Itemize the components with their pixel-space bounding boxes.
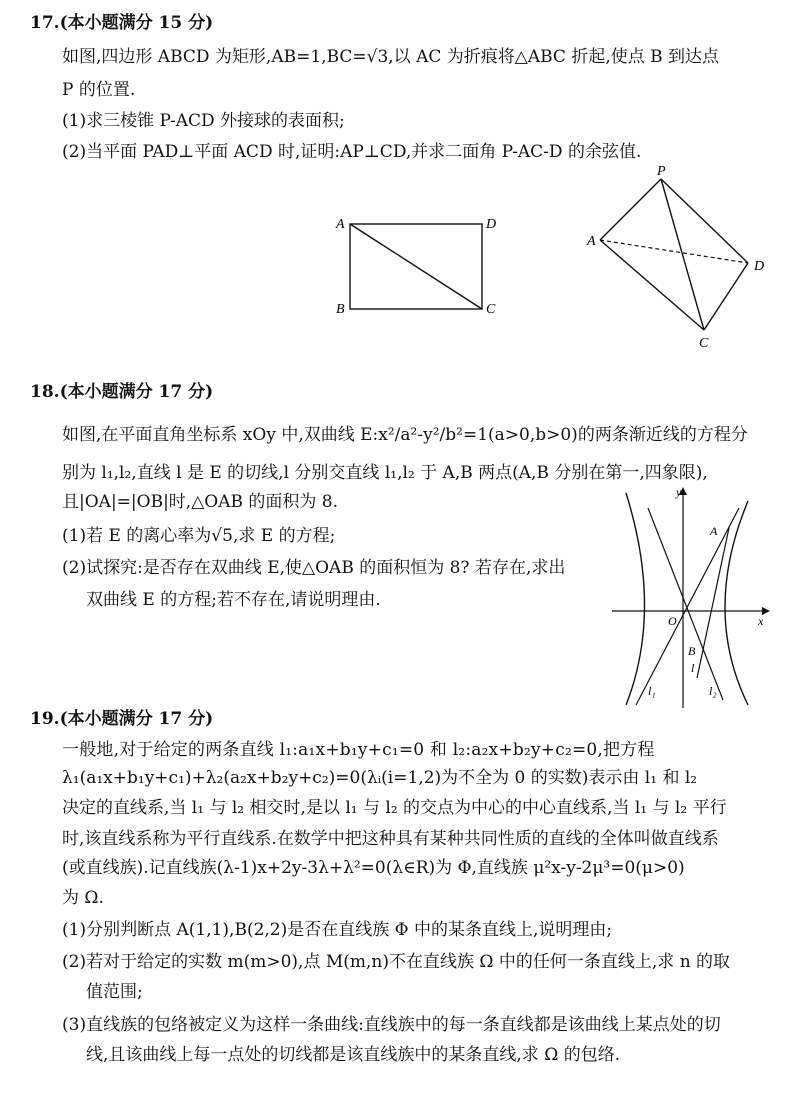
label-x: x — [758, 614, 764, 628]
q19-stem-line3: 决定的直线系,当 l₁ 与 l₂ 相交时,是以 l₁ 与 l₂ 的交点为中心的中心直线系,当 l₁ 与 l₂ 平行 — [62, 798, 727, 818]
q19-heading: 19.(本小题满分 17 分) — [30, 709, 214, 729]
q19-stem-line2: λ₁(a₁x+b₁y+c₁)+λ₂(a₂x+b₂y+c₂)=0(λᵢ(i=1,2)为不全为 0 的实数)表示由 l₁ 和 l₂ — [62, 768, 698, 788]
edge-ca — [600, 240, 704, 330]
q18-stem-line3: 且|OA|=|OB|时,△OAB 的面积为 8. — [62, 492, 339, 512]
q18-part2-line2: 双曲线 E 的方程;若不存在,请说明理由. — [86, 590, 381, 610]
label-y: y — [676, 485, 682, 499]
label-l2: l₂ — [709, 684, 717, 698]
q18-heading: 18.(本小题满分 17 分) — [30, 382, 214, 402]
edge-pc — [661, 179, 704, 330]
hyperbola-left-branch — [626, 493, 645, 705]
q18-stem-line2: 别为 l₁,l₂,直线 l 是 E 的切线,l 分别交直线 l₁,l₂ 于 A,B 两点(A,B 分别在第一,四象限), — [62, 463, 708, 483]
edge-pd — [661, 179, 748, 263]
q17-rectangle-figure — [330, 212, 505, 322]
label-b: B — [688, 644, 696, 658]
diagonal-ac — [350, 224, 482, 309]
label-a: A — [710, 524, 718, 538]
q17-stem-line2: P 的位置. — [62, 80, 136, 100]
label-p: P — [657, 164, 666, 179]
edge-dc — [704, 263, 748, 330]
q17-part1: (1)求三棱锥 P-ACD 外接球的表面积; — [62, 111, 345, 131]
label-l: l — [691, 661, 695, 675]
q18-hyperbola-figure — [612, 483, 777, 713]
label-d: D — [754, 259, 765, 274]
q17-heading: 17.(本小题满分 15 分) — [30, 13, 214, 33]
q19-stem-line1: 一般地,对于给定的两条直线 l₁:a₁x+b₁y+c₁=0 和 l₂:a₂x+b₂y+c₂=0,把方程 — [62, 740, 655, 760]
q19-stem-line6: 为 Ω. — [62, 888, 104, 908]
q18-part1: (1)若 E 的离心率为√5,求 E 的方程; — [62, 526, 336, 546]
label-c: C — [486, 302, 496, 317]
label-b: B — [336, 302, 345, 317]
q17-folded-figure — [583, 163, 773, 353]
label-l1: l₁ — [648, 684, 656, 698]
q19-part3-line2: 线,且该曲线上每一点处的切线都是该直线族中的某条直线,求 Ω 的包络. — [86, 1045, 621, 1065]
label-a: A — [587, 234, 596, 249]
q19-part1: (1)分别判断点 A(1,1),B(2,2)是否在直线族 Φ 中的某条直线上,说明理由; — [62, 920, 613, 940]
label-c: C — [699, 336, 709, 351]
q18-part2-line1: (2)试探究:是否存在双曲线 E,使△OAB 的面积恒为 8? 若存在,求出 — [62, 558, 566, 578]
q19-stem-line5: (或直线族).记直线族(λ-1)x+2y-3λ+λ²=0(λ∈R)为 Φ,直线族 μ²x-y-2μ³=0(μ>0) — [62, 858, 685, 878]
edge-ap — [600, 179, 661, 240]
label-o: O — [668, 614, 677, 628]
q18-stem-line1: 如图,在平面直角坐标系 xOy 中,双曲线 E:x²/a²-y²/b²=1(a>0,b>0)的两条渐近线的方程分 — [62, 425, 748, 445]
q17-stem-line1: 如图,四边形 ABCD 为矩形,AB=1,BC=√3,以 AC 为折痕将△ABC 折起,使点 B 到达点 — [62, 47, 720, 67]
q19-stem-line4: 时,该直线系称为平行直线系.在数学中把这种具有某种共同性质的直线的全体叫做直线系 — [62, 829, 719, 849]
q19-part2-line2: 值范围; — [86, 982, 143, 1002]
label-a: A — [336, 217, 345, 232]
q19-part2-line1: (2)若对于给定的实数 m(m>0),点 M(m,n)不在直线族 Ω 中的任何一条直线上,求 n 的取 — [62, 952, 731, 972]
q19-part3-line1: (3)直线族的包络被定义为这样一条曲线:直线族中的每一条直线都是该曲线上某点处的切 — [62, 1015, 721, 1035]
tangent-line-l — [697, 528, 729, 678]
label-d: D — [486, 217, 497, 232]
asymptote-l1 — [636, 508, 739, 705]
q17-part2: (2)当平面 PAD⊥平面 ACD 时,证明:AP⊥CD,并求二面角 P-AC-D 的余弦值. — [62, 142, 642, 162]
